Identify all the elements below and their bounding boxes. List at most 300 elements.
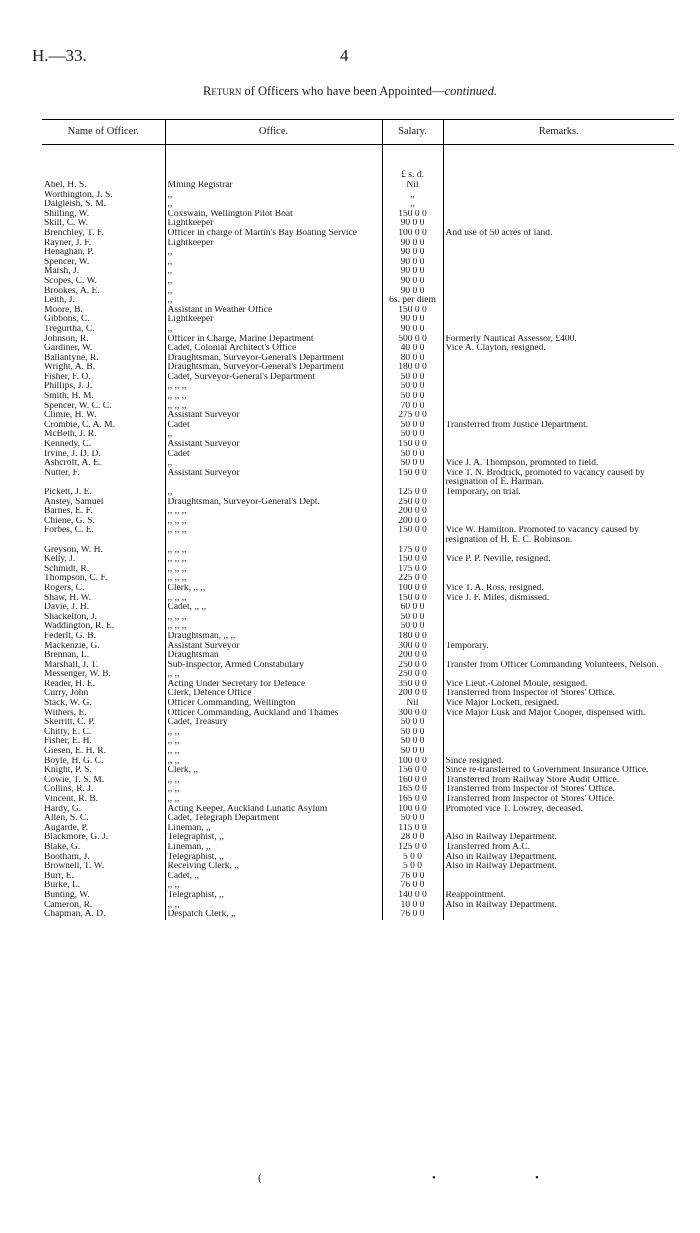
salary-cell: 90 0 0	[382, 325, 443, 335]
table-row	[42, 469, 674, 488]
table-row	[42, 248, 674, 258]
office-cell: Cadet	[165, 450, 382, 460]
office-cell: ,, ,,	[165, 785, 382, 795]
salary-cell: 80 0 0	[382, 354, 443, 364]
remarks-cell	[443, 219, 674, 229]
remarks-cell	[443, 191, 674, 201]
table-row	[42, 354, 674, 364]
office-cell: ,, ,, ,,	[165, 402, 382, 412]
remarks-cell: Transferred from Railway Store Audit Office.	[443, 776, 674, 786]
remarks-cell	[443, 632, 674, 642]
table-row	[42, 344, 674, 354]
remarks-cell: Vice J. F. Miles, dismissed.	[443, 594, 674, 604]
salary-cell: 76 0 0	[382, 881, 443, 891]
remarks-cell: Vice Major Lockett, resigned.	[443, 699, 674, 709]
salary-cell: 40 0 0	[382, 344, 443, 354]
salary-cell: ,,	[382, 191, 443, 201]
office-cell: ,, ,, ,,	[165, 382, 382, 392]
office-cell: Cadet, Telegraph Department	[165, 814, 382, 824]
officer-name: Mackenzie, G.	[44, 641, 100, 651]
table-row	[42, 421, 674, 431]
remarks-cell: Since re-transferred to Government Insurance Office.	[443, 766, 674, 776]
office-cell: Assistant Surveyor	[165, 411, 382, 421]
officer-name: Fisher, E. H.	[44, 737, 92, 747]
remarks-cell	[443, 546, 674, 556]
remarks-cell	[443, 267, 674, 277]
table-row	[42, 181, 674, 191]
salary-cell: 165 0 0	[382, 785, 443, 795]
salary-cell: 50 0 0	[382, 622, 443, 632]
officer-name: Blake, G.	[44, 842, 81, 852]
office-cell: Draughtsman, ,, ,,	[165, 632, 382, 642]
table-row	[42, 853, 674, 863]
salary-cell: 180 0 0	[382, 363, 443, 373]
page-title	[0, 84, 700, 99]
salary-cell: 10 0 0	[382, 901, 443, 911]
remarks-cell	[443, 613, 674, 623]
table-row	[42, 805, 674, 815]
table-row	[42, 891, 674, 901]
salary-cell: 300 0 0	[382, 642, 443, 652]
salary-cell: 90 0 0	[382, 219, 443, 229]
table-row	[42, 382, 674, 392]
table-row	[42, 574, 674, 584]
office-cell: ,,	[165, 267, 382, 277]
office-cell: Clerk, ,, ,,	[165, 584, 382, 594]
remarks-cell: Temporary, on trial.	[443, 488, 674, 498]
table-row	[42, 776, 674, 786]
remarks-cell: Also in Railway Department.	[443, 862, 674, 872]
table-row	[42, 440, 674, 450]
remarks-cell	[443, 296, 674, 306]
table-row	[42, 699, 674, 709]
table-row	[42, 325, 674, 335]
officer-name: Barnes, E. F.	[44, 507, 93, 517]
remarks-cell: Reappointment.	[443, 891, 674, 901]
remarks-cell: Vice W. Hamilton. Promoted to vacancy caused by resignation of H. E. C. Robinson.	[443, 526, 674, 545]
office-cell: Lineman, ,,	[165, 824, 382, 834]
officer-name: Smith, H. M.	[44, 392, 94, 402]
officer-name: Ballantyne, R.	[44, 353, 99, 363]
footer-mark: (	[258, 1172, 262, 1184]
remarks-cell: Vice T. N. Brodrick, promoted to vacancy caused by resignation of E. Harman.	[443, 469, 674, 488]
page-number: 4	[340, 46, 349, 65]
office-cell: Lineman, ,,	[165, 843, 382, 853]
table-row	[42, 824, 674, 834]
salary-cell: 90 0 0	[382, 258, 443, 268]
spacer-cell	[165, 145, 382, 182]
remarks-cell	[443, 910, 674, 920]
office-cell: ,,	[165, 191, 382, 201]
office-cell: ,, ,, ,,	[165, 574, 382, 584]
salary-cell: 150 0 0	[382, 594, 443, 604]
remarks-cell	[443, 872, 674, 882]
office-cell: ,, ,,	[165, 901, 382, 911]
salary-cell: 150 0 0	[382, 306, 443, 316]
table-row	[42, 200, 674, 210]
table-row	[42, 728, 674, 738]
remarks-cell: Transferred from Inspector of Stores' Office.	[443, 689, 674, 699]
salary-cell: 150 0 0	[382, 526, 443, 545]
salary-cell: 90 0 0	[382, 248, 443, 258]
salary-cell: 6s. per diem	[382, 296, 443, 306]
officer-name: Reader, H. E.	[44, 679, 96, 689]
remarks-cell	[443, 670, 674, 680]
salary-cell: 100 0 0	[382, 757, 443, 767]
column-header-remarks: Remarks.	[443, 120, 674, 145]
salary-cell: 5 0 0	[382, 853, 443, 863]
officer-name: Cowie, T. S. M.	[44, 775, 105, 785]
office-cell: Cadet, Surveyor-General's Department	[165, 373, 382, 383]
salary-cell: 5 0 0	[382, 862, 443, 872]
remarks-cell: Vice J. A. Thompson, promoted to field.	[443, 459, 674, 469]
officer-name: Pickett, J. E.	[44, 488, 92, 497]
remarks-cell: Transferred from Justice Department.	[443, 421, 674, 431]
table-row	[42, 402, 674, 412]
table-row	[42, 565, 674, 575]
remarks-cell: Transferred from Inspector of Stores' Office.	[443, 785, 674, 795]
officers-table	[42, 119, 674, 920]
office-cell: ,, ,,	[165, 670, 382, 680]
officer-name: Federlt, G. B.	[44, 631, 96, 641]
remarks-cell: Vice T. A. Ross, resigned.	[443, 584, 674, 594]
office-cell: Cadet, ,,	[165, 872, 382, 882]
salary-cell: 50 0 0	[382, 373, 443, 383]
remarks-cell	[443, 248, 674, 258]
office-cell: ,, ,, ,,	[165, 392, 382, 402]
column-header-name: Name of Officer.	[42, 120, 165, 145]
officer-name: Thompson, C. F.	[44, 574, 108, 584]
salary-cell: 150 0 0	[382, 469, 443, 488]
salary-cell: 175 0 0	[382, 565, 443, 575]
officer-name: Worthington, J. S.	[44, 190, 113, 200]
office-cell: ,, ,, ,,	[165, 555, 382, 565]
officer-name: Kelly, J.	[44, 555, 76, 565]
table-row	[42, 517, 674, 527]
office-cell: ,, ,, ,,	[165, 546, 382, 556]
table-row	[42, 584, 674, 594]
salary-cell: 50 0 0	[382, 459, 443, 469]
table-row	[42, 498, 674, 508]
salary-cell: 90 0 0	[382, 315, 443, 325]
table-row	[42, 296, 674, 306]
salary-cell: 76 0 0	[382, 872, 443, 882]
salary-cell: 275 0 0	[382, 411, 443, 421]
remarks-cell: Vice Major Lusk and Major Cooper, dispensed with.	[443, 709, 674, 719]
salary-cell: 500 0 0	[382, 335, 443, 345]
office-cell: Mining Registrar	[165, 181, 382, 191]
salary-cell: 50 0 0	[382, 392, 443, 402]
remarks-cell	[443, 574, 674, 584]
office-cell: Lightkeeper	[165, 315, 382, 325]
table-row	[42, 670, 674, 680]
office-cell: Telegraphist, ,,	[165, 833, 382, 843]
office-cell: Acting Under Secretary for Defence	[165, 680, 382, 690]
table-row	[42, 335, 674, 345]
salary-cell: 180 0 0	[382, 632, 443, 642]
office-cell: Telegraphist, ,,	[165, 853, 382, 863]
remarks-cell	[443, 411, 674, 421]
remarks-cell	[443, 728, 674, 738]
officer-name: Skill, C. W.	[44, 219, 89, 229]
office-cell: ,, ,,	[165, 737, 382, 747]
title-rest: of Officers who have been Appointed—	[241, 84, 445, 98]
officer-name: Hardy, G.	[44, 804, 82, 814]
remarks-cell	[443, 363, 674, 373]
officer-name: Schmidt, R.	[44, 564, 90, 574]
salary-cell: ,,	[382, 200, 443, 210]
salary-cell: 300 0 0	[382, 709, 443, 719]
officer-name: Blackmore, G. J.	[44, 833, 109, 843]
salary-cell: 28 0 0	[382, 833, 443, 843]
officer-name: Waddington, R. E.	[44, 622, 115, 632]
table-body	[42, 145, 674, 920]
salary-cell: 150 0 0	[382, 555, 443, 565]
remarks-cell	[443, 354, 674, 364]
office-cell: ,,	[165, 296, 382, 306]
officer-name: Forbes, C. E.	[44, 526, 94, 536]
table-row	[42, 814, 674, 824]
office-cell: Draughtsman	[165, 651, 382, 661]
office-cell: Cadet	[165, 421, 382, 431]
salary-cell: 60 0 0	[382, 603, 443, 613]
office-cell: ,, ,, ,,	[165, 565, 382, 575]
table-row	[42, 747, 674, 757]
salary-cell: 250 0 0	[382, 670, 443, 680]
remarks-cell: Transfer from Officer Commanding Volunteers, Nelson.	[443, 661, 674, 671]
table-row	[42, 757, 674, 767]
officer-name: Rogers, C.	[44, 583, 85, 593]
remarks-cell: Vice P. P. Neville, resigned.	[443, 555, 674, 565]
remarks-cell	[443, 382, 674, 392]
table-row	[42, 239, 674, 249]
salary-cell: 125 0 0	[382, 843, 443, 853]
remarks-cell	[443, 430, 674, 440]
table-row	[42, 411, 674, 421]
salary-cell: 50 0 0	[382, 814, 443, 824]
office-cell: Acting Keeper, Auckland Lunatic Asylum	[165, 805, 382, 815]
salary-cell: 140 0 0	[382, 891, 443, 901]
office-cell: ,, ,,	[165, 757, 382, 767]
officer-name: Moore, B.	[44, 305, 83, 315]
office-cell: ,,	[165, 459, 382, 469]
office-cell: Clerk, Defence Office	[165, 689, 382, 699]
remarks-cell: Vice A. Clayton, resigned.	[443, 344, 674, 354]
title-lead: Return	[203, 84, 242, 98]
office-cell: ,,	[165, 258, 382, 268]
office-cell: Officer Commanding, Auckland and Thames	[165, 709, 382, 719]
spacer-cell	[42, 145, 165, 182]
remarks-cell	[443, 402, 674, 412]
officer-name: Burke, L.	[44, 881, 81, 891]
table-row	[42, 315, 674, 325]
remarks-cell	[443, 651, 674, 661]
officer-name: Curry, John	[44, 689, 89, 699]
table-row	[42, 219, 674, 229]
officer-name: Brookes, A. E.	[44, 286, 100, 296]
salary-cell: 250 0 0	[382, 661, 443, 671]
officer-name: Anstey, Samuel	[44, 497, 104, 507]
remarks-cell	[443, 325, 674, 335]
salary-cell: 90 0 0	[382, 239, 443, 249]
officer-name: Bunting, W.	[44, 890, 90, 900]
remarks-cell: Also in Railway Department.	[443, 901, 674, 911]
remarks-cell	[443, 507, 674, 517]
officer-name: Knight, P. S.	[44, 766, 92, 776]
remarks-cell	[443, 747, 674, 757]
table-row	[42, 306, 674, 316]
officer-name: Tregurtha, C.	[44, 324, 95, 334]
officer-name: Chiene, G. S.	[44, 516, 95, 526]
table-row	[42, 613, 674, 623]
table-row	[42, 603, 674, 613]
remarks-cell	[443, 306, 674, 316]
salary-units-row	[42, 145, 674, 182]
salary-cell: 100 0 0	[382, 229, 443, 239]
officer-name: Spencer, W. C. C.	[44, 401, 112, 411]
table-row	[42, 843, 674, 853]
remarks-cell: Promoted vice T. Lowrey, deceased.	[443, 805, 674, 815]
salary-cell: 90 0 0	[382, 287, 443, 297]
salary-cell: 115 0 0	[382, 824, 443, 834]
salary-cell: 200 0 0	[382, 651, 443, 661]
table-row	[42, 526, 674, 545]
officer-name: Henaghan, P.	[44, 248, 94, 258]
salary-cell: 200 0 0	[382, 517, 443, 527]
document-id: H.—33.	[32, 46, 87, 65]
office-cell: Draughtsman, Surveyor-General's Dept.	[165, 498, 382, 508]
salary-cell: 200 0 0	[382, 689, 443, 699]
officer-name: Crombie, C. A. M.	[44, 420, 115, 430]
salary-cell: 175 0 0	[382, 546, 443, 556]
officer-name: Marsh, J.	[44, 267, 80, 277]
remarks-cell	[443, 718, 674, 728]
salary-units: £ s. d.	[382, 145, 443, 182]
officer-name: Boyle, H. G. C.	[44, 756, 104, 766]
salary-cell: 50 0 0	[382, 737, 443, 747]
remarks-cell	[443, 181, 674, 191]
officer-name: Giesen, E. H. R.	[44, 747, 107, 757]
office-cell: Lightkeeper	[165, 219, 382, 229]
remarks-cell	[443, 210, 674, 220]
spacer-cell	[443, 145, 674, 182]
salary-cell: 50 0 0	[382, 747, 443, 757]
remarks-cell	[443, 287, 674, 297]
office-cell: ,,	[165, 325, 382, 335]
table-row	[42, 430, 674, 440]
table-header-row	[42, 120, 674, 145]
table-row	[42, 632, 674, 642]
salary-cell: 50 0 0	[382, 430, 443, 440]
officer-name: Scopes, C. W.	[44, 276, 98, 286]
office-cell: Despatch Clerk, ,,	[165, 910, 382, 920]
remarks-cell: Formerly Nautical Assessor, £400.	[443, 335, 674, 345]
office-cell: Coxswain, Wellington Pilot Boat	[165, 210, 382, 220]
remarks-cell	[443, 622, 674, 632]
table-row	[42, 881, 674, 891]
salary-cell: 50 0 0	[382, 728, 443, 738]
salary-cell: 150 0 0	[382, 210, 443, 220]
remarks-cell	[443, 565, 674, 575]
office-cell: Telegraphist, ,,	[165, 891, 382, 901]
officer-name: Shilling, W.	[44, 209, 90, 219]
remarks-cell	[443, 881, 674, 891]
officer-name: Chitty, E. C.	[44, 727, 92, 737]
officer-name: Rayner, J. F.	[44, 238, 92, 248]
table-row	[42, 661, 674, 671]
footer-mark: •	[535, 1172, 539, 1184]
officer-name: Gardiner, W.	[44, 344, 93, 354]
table-row	[42, 622, 674, 632]
office-cell: Lightkeeper	[165, 239, 382, 249]
salary-cell: 70 0 0	[382, 402, 443, 412]
officer-name: Phillips, J. J.	[44, 382, 93, 392]
table-row	[42, 737, 674, 747]
salary-cell: 250 0 0	[382, 498, 443, 508]
office-cell: ,,	[165, 277, 382, 287]
office-cell: Cadet, Colonial Architect's Office	[165, 344, 382, 354]
footer-mark: •	[432, 1172, 436, 1184]
officer-name: Chapman, A. D.	[44, 910, 106, 920]
remarks-cell	[443, 450, 674, 460]
salary-cell: 165 0 0	[382, 795, 443, 805]
office-cell: ,,	[165, 248, 382, 258]
officer-name: Abel, H. S.	[44, 181, 87, 190]
salary-cell: 200 0 0	[382, 507, 443, 517]
table-row	[42, 392, 674, 402]
table-row	[42, 862, 674, 872]
table-row	[42, 766, 674, 776]
remarks-cell	[443, 440, 674, 450]
salary-cell: 100 0 0	[382, 805, 443, 815]
title-continued: continued.	[444, 84, 497, 98]
remarks-cell: Also in Railway Department.	[443, 853, 674, 863]
table-row	[42, 901, 674, 911]
remarks-cell	[443, 277, 674, 287]
office-cell: ,,	[165, 200, 382, 210]
table-row	[42, 785, 674, 795]
office-cell: ,, ,,	[165, 795, 382, 805]
remarks-cell	[443, 258, 674, 268]
salary-cell: 50 0 0	[382, 613, 443, 623]
officer-name: Brenchley, T. F.	[44, 228, 104, 238]
office-cell: Cadet, ,, ,,	[165, 603, 382, 613]
officer-name: Messenger, W. B.	[44, 670, 111, 680]
office-cell: ,, ,, ,,	[165, 594, 382, 604]
officer-name: Leith, J.	[44, 296, 75, 306]
table-row	[42, 833, 674, 843]
office-cell: Assistant Surveyor	[165, 469, 382, 488]
remarks-cell	[443, 200, 674, 210]
officer-name: Davie, J. H.	[44, 603, 90, 613]
remarks-cell	[443, 603, 674, 613]
officer-name: Skerritt, C. P.	[44, 718, 95, 728]
office-cell: Sub-Inspector, Armed Constabulary	[165, 661, 382, 671]
officer-name: Irvine, J. D. D.	[44, 449, 101, 459]
officer-name: Vincent, R. B.	[44, 795, 99, 804]
officer-name: Allen, S. C.	[44, 814, 89, 824]
column-header-salary: Salary.	[382, 120, 443, 145]
office-cell: Officer Commanding, Wellington	[165, 699, 382, 709]
salary-cell: 160 0 0	[382, 776, 443, 786]
officer-name: Kennedy, C.	[44, 440, 92, 450]
office-cell: ,, ,,	[165, 747, 382, 757]
salary-cell: 50 0 0	[382, 382, 443, 392]
officer-name: Dalgleish, S. M.	[44, 200, 107, 210]
officer-name: Fisher, F. O.	[44, 372, 91, 382]
office-cell: Draughtsman, Surveyor-General's Department	[165, 354, 382, 364]
salary-cell: Nil	[382, 181, 443, 191]
